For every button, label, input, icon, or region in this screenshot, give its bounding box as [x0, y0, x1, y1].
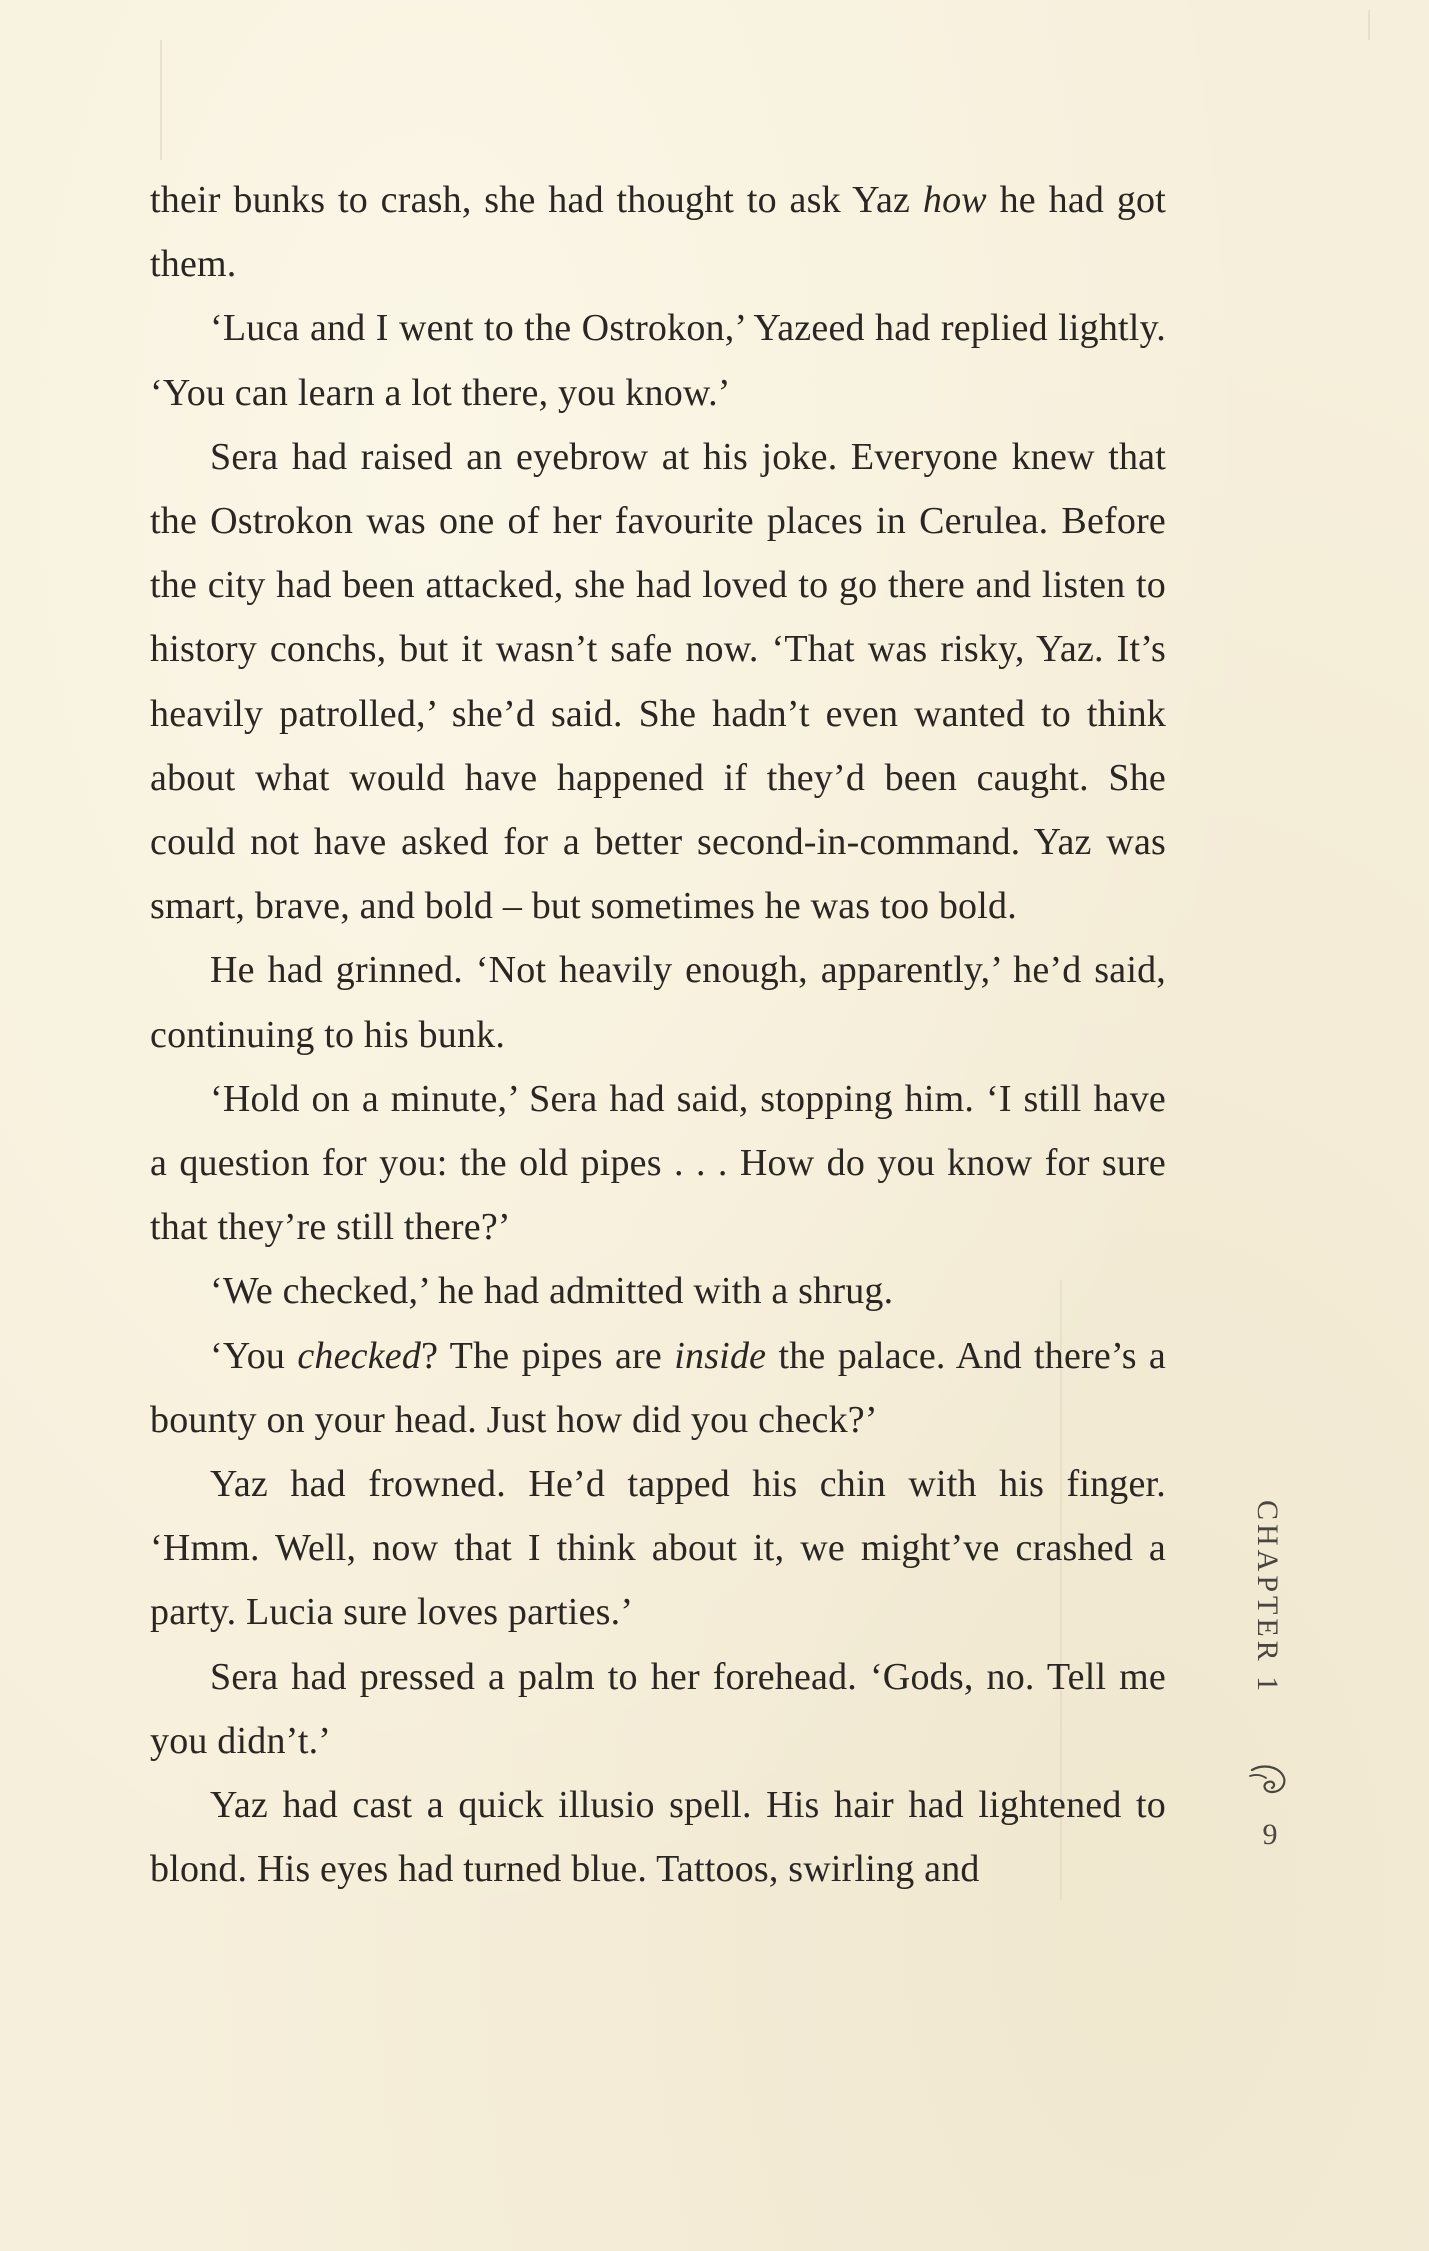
- shell-ornament-icon: [1248, 1762, 1292, 1796]
- text-segment: ‘You: [210, 1334, 298, 1377]
- italic-text: checked: [297, 1334, 422, 1377]
- text-segment: ‘We checked,’ he had admitted with a shrug.: [210, 1270, 894, 1313]
- italic-text: inside: [674, 1334, 767, 1377]
- paragraph: [150, 938, 1166, 1066]
- text-segment: the palace. And there’s a bounty on your head. Just how did you check?’: [150, 1334, 1166, 1441]
- text-segment: ‘Hold on a minute,’ Sera had said, stopping him. ‘I still have a question for you: the old pipes . . . How do you know for sure that they’re still there?’: [150, 1077, 1166, 1249]
- chapter-side-tab: [1240, 1500, 1300, 1860]
- page-body-text: [150, 168, 1166, 1901]
- paper-crease: [160, 40, 162, 160]
- text-segment: Sera had pressed a palm to her forehead. ‘Gods, no. Tell me you didn’t.’: [150, 1655, 1166, 1762]
- text-segment: He had grinned. ‘Not heavily enough, apparently,’ he’d said, continuing to his bunk.: [150, 949, 1166, 1056]
- text-segment: ? The pipes are: [421, 1334, 675, 1377]
- text-segment: ‘Luca and I went to the Ostrokon,’ Yazeed had replied lightly. ‘You can learn a lot there, you know.’: [150, 307, 1166, 414]
- italic-text: how: [922, 179, 987, 221]
- paragraph: [150, 1324, 1166, 1452]
- text-segment: Sera had raised an eyebrow at his joke. Everyone knew that the Ostrokon was one of her favourite places in Cerulea. Before the city had been attacked, she had loved to go there and listen to history conchs, but it wasn’t safe now. ‘That was risky, Yaz. It’s heavily patrolled,’ she’d said. She hadn’t even wanted to think about what would have happened if they’d been caught. She could not have asked for a better second-in-command. Yaz was smart, brave, and bold – but sometimes he was too bold.: [150, 435, 1166, 928]
- paragraph: [150, 1452, 1166, 1645]
- text-segment: Yaz had frowned. He’d tapped his chin with his finger. ‘Hmm. Well, now that I think about it, we might’ve crashed a party. Lucia sure loves parties.’: [150, 1463, 1166, 1634]
- chapter-label: CHAPTER 1: [1251, 1500, 1284, 1696]
- paragraph: [150, 1645, 1166, 1773]
- text-segment: Yaz had cast a quick illusio spell. His hair had lightened to blond. His eyes had turned blue. Tattoos, swirling and: [150, 1784, 1166, 1891]
- text-segment: he had got them.: [150, 179, 1166, 286]
- paragraph: [150, 1259, 1166, 1323]
- paragraph: [150, 296, 1166, 424]
- paragraph: [150, 1773, 1166, 1901]
- page-number: 9: [1262, 1818, 1278, 1851]
- text-segment: their bunks to crash, she had thought to ask Yaz: [150, 179, 923, 221]
- paragraph: [150, 168, 1166, 296]
- paper-crease: [1368, 10, 1370, 40]
- paragraph: [150, 1067, 1166, 1260]
- paragraph: [150, 425, 1166, 939]
